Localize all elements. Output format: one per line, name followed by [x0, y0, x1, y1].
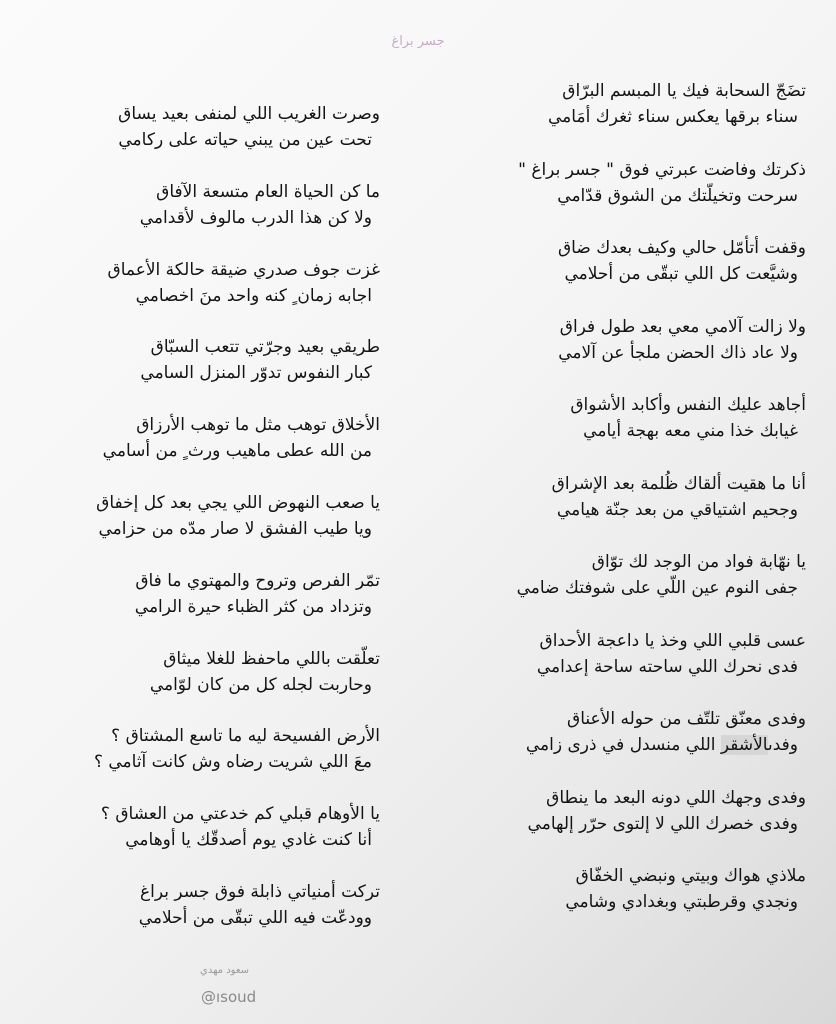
verse-line: وحاربت لجله كل من كان لوّامي	[149, 674, 372, 695]
stanza	[436, 471, 806, 550]
stanza	[436, 863, 806, 942]
author-signature: سعود مهدي	[200, 965, 250, 976]
verse-line: غيابك خذا مني معه بهجة أيامي	[583, 421, 798, 441]
verse-line: اجابه زمان ٍ كنه واحد منَ اخصامي	[135, 285, 372, 306]
poem-left-column	[10, 101, 380, 957]
verse-line: وتزداد من كثر الظباء حيرة الرامي	[134, 596, 372, 617]
verse-line: ما كن الحياة العام متسعة الآفاق	[156, 181, 380, 202]
stanza	[10, 179, 380, 257]
verse-line: أنا كنت غادي يوم أصدقّك يا أوهامي	[125, 830, 372, 851]
verse-line: فدى نحرك اللي ساحته ساحة إعدامي	[536, 656, 798, 677]
author-handle: @ısoud	[201, 988, 257, 1006]
verse-line: الأخلاق توهب مثل ما توهب الأرزاق	[136, 415, 380, 436]
stanza	[10, 101, 380, 179]
page-title: جسر براغ	[391, 34, 445, 49]
verse-line: ويا طيب الفشق لا صار مدّه من حزامي	[98, 518, 372, 539]
stanza	[10, 490, 380, 568]
stanza	[436, 157, 806, 236]
stanza	[436, 549, 806, 628]
verse-line: ولا كن هذا الدرب مالوف لأقدامي	[139, 207, 372, 228]
verse-line: طريقي بعيد وجرّتي تتعب السبّاق	[150, 337, 380, 358]
verse-line: وصرت الغريب اللي لمنفى بعيد يساق	[118, 104, 380, 124]
verse-line: أنا ما هقيت ألقاك ظُلمة بعد الإشراق	[551, 473, 806, 494]
stanza	[10, 801, 380, 879]
stanza	[10, 723, 380, 801]
verse-line: غزت جوف صدري ضيقة حالكة الأعماق	[107, 259, 380, 280]
verse-line: وفدى خصرك اللي لا إلتوى حرّر إلهامي	[527, 813, 798, 834]
verse-line: ملاذي هواك وبيتي ونبضي الخفّاق	[575, 866, 806, 886]
stanza	[436, 628, 806, 707]
stanza	[10, 412, 380, 490]
verse-line: وقفت أتأمّل حالي وكيف بعدك ضاق	[557, 238, 806, 258]
highlighted-word: الأشقر	[720, 735, 768, 755]
stanza	[436, 78, 806, 157]
verse-line: وجحيم اشتياقي من بعد جنّة هيامي	[556, 499, 798, 520]
verse-line: ذكرتك وفاضت عبرتي فوق " جسر براغ "	[518, 159, 806, 180]
verse-line: تعلّقت باللي ماحفظ للغلا ميثاق	[163, 648, 380, 669]
verse-line: الأرض الفسيحة ليه ما تاسع المشتاق ؟	[111, 726, 380, 747]
poem-right-column	[436, 78, 806, 942]
stanza	[10, 646, 380, 724]
verse-line: كبار النفوس تدوّر المنزل السامي	[140, 363, 372, 384]
stanza	[436, 785, 806, 864]
verse-line: يا نهّابة فواد من الوجد لك توّاق	[591, 552, 806, 572]
stanza	[436, 392, 806, 471]
verse-line: تركت أمنياتي ذابلة فوق جسر براغ	[140, 881, 380, 902]
verse-line: من الله عطى ماهيب ورث ٍ من أسامي	[102, 441, 372, 462]
verse-line: وفدى وجهك اللي دونه البعد ما ينطاق	[546, 787, 806, 808]
verse-line: أجاهد عليك النفس وأكابد الأشواق	[570, 395, 806, 415]
stanza	[10, 334, 380, 412]
verse-line: وفدى معنّق تلتّف من حوله الأعناق	[567, 709, 806, 729]
verse-line: سرحت وتخيلّتك من الشوق قدّامي	[557, 185, 798, 206]
verse-line: ولا زالت آلامي معي بعد طول فراق	[559, 316, 806, 337]
verse-line	[436, 732, 806, 758]
verse-line: تحت عين من يبني حياته على ركامي	[118, 130, 372, 150]
verse-line: تضَجّ السحابة فيك يا المبسم البرّاق	[562, 81, 806, 101]
verse-line: جفى النوم عين اللّي على شوفتك ضامي	[516, 578, 798, 598]
stanza	[10, 257, 380, 335]
verse-line: وشيَّعت كل اللي تبقّى من أحلامي	[564, 264, 798, 284]
verse-fragment: اللي منسدل في ذرى زامي	[525, 735, 721, 755]
stanza	[436, 706, 806, 785]
stanza	[10, 879, 380, 957]
stanza	[436, 314, 806, 393]
verse-line: ولا عاد ذاك الحضن ملجأ عن آلامي	[558, 342, 798, 363]
stanza	[10, 568, 380, 646]
verse-line: وودعّت فيه اللي تبقّى من أحلامي	[138, 907, 372, 928]
verse-line: عسى قلبي اللي وخذ يا داعجة الأحداق	[539, 630, 806, 651]
stanza	[436, 235, 806, 314]
verse-line: تمّر الفرص وتروح والمهتوي ما فاق	[135, 570, 380, 591]
verse-line: سناء برقها يعكس سناء ثغرك أمَامي	[548, 107, 798, 127]
verse-line: ونجدي وقرطبتي وبغدادي وشامي	[565, 892, 798, 912]
verse-line: يا الأوهام قبلي كم خدعتي من العشاق ؟	[100, 804, 380, 825]
verse-line: يا صعب النهوض اللي يجي بعد كل إخفاق	[96, 492, 380, 513]
verse-line: معَ اللي شريت رضاه وش كانت آثامي ؟	[93, 752, 372, 773]
verse-fragment: وفدى	[768, 735, 798, 755]
